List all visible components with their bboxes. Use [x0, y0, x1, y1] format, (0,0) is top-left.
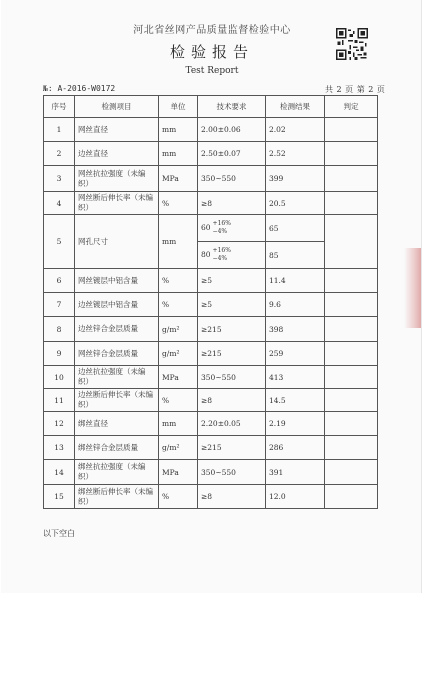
test-results-table — [43, 95, 378, 509]
table-row — [44, 460, 378, 485]
cell-unit: % — [159, 269, 198, 293]
cell-item: 边丝抗拉强度（未编织） — [75, 366, 159, 389]
cell-judgement — [325, 436, 378, 460]
cell-no: 7 — [44, 293, 75, 317]
cell-judgement — [325, 192, 378, 215]
cell-unit: MPa — [159, 166, 198, 192]
cell-requirement: ≥215 — [198, 317, 266, 342]
cell-no: 8 — [44, 317, 75, 342]
cell-unit: mm — [159, 412, 198, 436]
cell-judgement — [325, 460, 378, 485]
cell-result: 2.52 — [266, 142, 325, 166]
tolerance-plus: +16% — [212, 220, 231, 227]
qr-code-icon — [336, 28, 368, 60]
cell-result: 11.4 — [266, 269, 325, 293]
requirement-base: 60 — [201, 223, 211, 232]
cell-unit: MPa — [159, 366, 198, 389]
col-header-requirement: 技术要求 — [198, 96, 266, 118]
cell-unit: MPa — [159, 460, 198, 485]
cell-judgement — [325, 366, 378, 389]
cell-item: 边丝断后伸长率（未编织） — [75, 389, 159, 412]
cell-result: 391 — [266, 460, 325, 485]
cell-unit: mm — [159, 118, 198, 142]
table-row — [44, 389, 378, 412]
table-row — [44, 215, 378, 242]
cell-no: 13 — [44, 436, 75, 460]
cell-requirement: ≥215 — [198, 342, 266, 366]
cell-no: 5 — [44, 215, 75, 269]
cell-item: 网丝镀层中铝含量 — [75, 269, 159, 293]
cell-requirement — [198, 215, 266, 242]
cell-item: 边丝镀层中铝含量 — [75, 293, 159, 317]
cell-result: 286 — [266, 436, 325, 460]
cell-item: 绑丝锌合金层质量 — [75, 436, 159, 460]
cell-no: 6 — [44, 269, 75, 293]
cell-item: 网丝断后伸长率（未编织） — [75, 192, 159, 215]
col-header-result: 检测结果 — [266, 96, 325, 118]
cell-requirement: ≥8 — [198, 192, 266, 215]
cell-judgement — [325, 215, 378, 269]
issuing-organization: 河北省丝网产品质量监督检验中心 — [133, 25, 291, 36]
cell-requirement: 2.20±0.05 — [198, 412, 266, 436]
cell-judgement — [325, 142, 378, 166]
cell-result: 2.19 — [266, 412, 325, 436]
table-row — [44, 436, 378, 460]
cell-requirement — [198, 242, 266, 269]
cell-requirement: 350~550 — [198, 366, 266, 389]
cell-unit: mm — [159, 142, 198, 166]
col-header-judgement: 判定 — [325, 96, 378, 118]
cell-no: 10 — [44, 366, 75, 389]
end-of-content-note: 以下空白 — [43, 529, 75, 538]
cell-result: 14.5 — [266, 389, 325, 412]
cell-item: 网丝直径 — [75, 118, 159, 142]
requirement-tolerance — [213, 220, 231, 236]
table-row — [44, 293, 378, 317]
col-header-item: 检测项目 — [75, 96, 159, 118]
table-row — [44, 142, 378, 166]
tolerance-minus: −4% — [212, 255, 228, 262]
cell-unit: g/m² — [159, 342, 198, 366]
cell-no: 15 — [44, 485, 75, 509]
cell-result: 399 — [266, 166, 325, 192]
cell-result: 65 — [266, 215, 325, 242]
cell-item: 边丝锌合金层质量 — [75, 317, 159, 342]
cell-requirement: ≥8 — [198, 389, 266, 412]
cell-item: 网丝抗拉强度（未编织） — [75, 166, 159, 192]
cell-unit: % — [159, 389, 198, 412]
cell-no: 4 — [44, 192, 75, 215]
cell-judgement — [325, 389, 378, 412]
cell-judgement — [325, 412, 378, 436]
report-title: 检验报告 — [169, 43, 254, 61]
cell-item: 边丝直径 — [75, 142, 159, 166]
cell-result: 259 — [266, 342, 325, 366]
report-subtitle: Test Report — [185, 66, 239, 76]
cell-requirement: 350~550 — [198, 166, 266, 192]
cell-result: 20.5 — [266, 192, 325, 215]
cell-no: 12 — [44, 412, 75, 436]
page-indicator: 共 2 页 第 2 页 — [325, 85, 386, 94]
table-row — [44, 269, 378, 293]
cell-no: 14 — [44, 460, 75, 485]
cell-requirement: 2.50±0.07 — [198, 142, 266, 166]
table-row — [44, 192, 378, 215]
cell-judgement — [325, 269, 378, 293]
cell-no: 9 — [44, 342, 75, 366]
cell-judgement — [325, 166, 378, 192]
report-number: №: A-2016-W0172 — [43, 84, 116, 93]
cell-unit: g/m² — [159, 317, 198, 342]
cell-judgement — [325, 317, 378, 342]
cell-no: 3 — [44, 166, 75, 192]
seal-stamp-edge — [404, 248, 421, 328]
cell-result: 12.0 — [266, 485, 325, 509]
cell-requirement: 2.00±0.06 — [198, 118, 266, 142]
cell-unit: g/m² — [159, 436, 198, 460]
cell-result: 2.02 — [266, 118, 325, 142]
cell-judgement — [325, 118, 378, 142]
table-header-row — [44, 96, 378, 118]
cell-requirement: ≥8 — [198, 485, 266, 509]
table-row — [44, 485, 378, 509]
cell-result: 9.6 — [266, 293, 325, 317]
cell-result: 413 — [266, 366, 325, 389]
cell-unit: % — [159, 485, 198, 509]
col-header-no: 序号 — [44, 96, 75, 118]
table-row — [44, 118, 378, 142]
table-row — [44, 366, 378, 389]
cell-unit: % — [159, 293, 198, 317]
table-row — [44, 166, 378, 192]
cell-judgement — [325, 342, 378, 366]
cell-no: 2 — [44, 142, 75, 166]
cell-unit: % — [159, 192, 198, 215]
requirement-base: 80 — [201, 250, 211, 259]
cell-judgement — [325, 485, 378, 509]
table-row — [44, 412, 378, 436]
cell-unit: mm — [159, 215, 198, 269]
cell-judgement — [325, 293, 378, 317]
table-row — [44, 342, 378, 366]
cell-result: 85 — [266, 242, 325, 269]
cell-item: 绑丝抗拉强度（未编织） — [75, 460, 159, 485]
cell-requirement: 350~550 — [198, 460, 266, 485]
cell-no: 1 — [44, 118, 75, 142]
tolerance-minus: −4% — [212, 228, 228, 235]
cell-requirement: ≥215 — [198, 436, 266, 460]
cell-item: 网孔尺寸 — [75, 215, 159, 269]
cell-item: 绑丝直径 — [75, 412, 159, 436]
tolerance-plus: +16% — [212, 247, 231, 254]
cell-item: 绑丝断后伸长率（未编织） — [75, 485, 159, 509]
cell-requirement: ≥5 — [198, 293, 266, 317]
cell-requirement: ≥5 — [198, 269, 266, 293]
requirement-tolerance — [213, 247, 231, 263]
cell-result: 398 — [266, 317, 325, 342]
cell-no: 11 — [44, 389, 75, 412]
cell-item: 网丝锌合金层质量 — [75, 342, 159, 366]
table-row — [44, 317, 378, 342]
col-header-unit: 单位 — [159, 96, 198, 118]
